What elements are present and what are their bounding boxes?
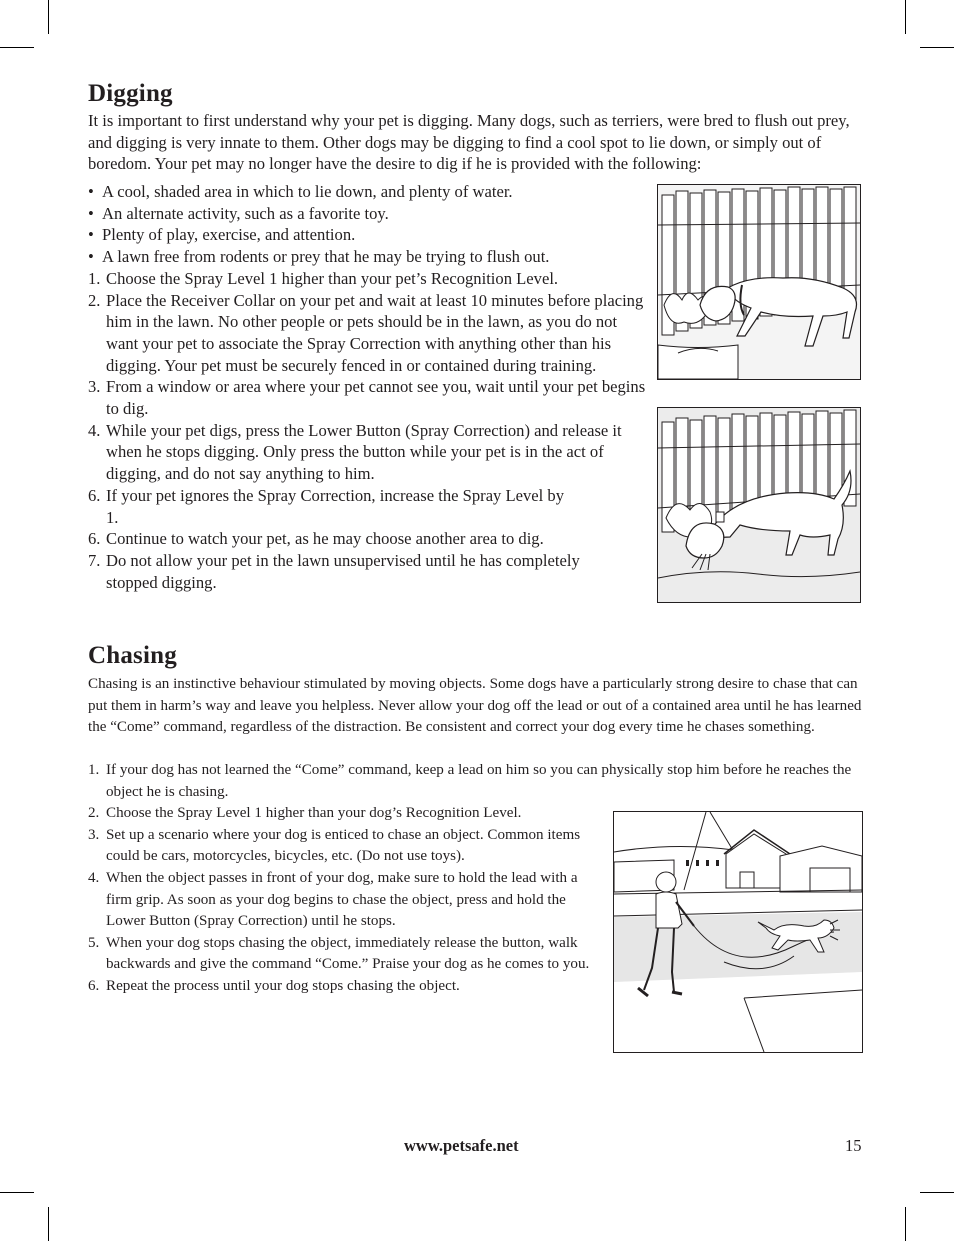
crop-mark bbox=[48, 1207, 49, 1241]
list-item: 7. Do not allow your pet in the lawn unsupervised until he has completely stopped digging. bbox=[88, 550, 580, 592]
chasing-illustration bbox=[613, 811, 863, 1053]
footer-url[interactable]: www.petsafe.net bbox=[404, 1136, 519, 1155]
list-item: • An alternate activity, such as a favorite toy. bbox=[88, 203, 389, 223]
chasing-title: Chasing bbox=[88, 642, 177, 669]
crop-mark bbox=[905, 1207, 906, 1241]
list-item: 3. Set up a scenario where your dog is enticed to chase an object. Common items could be cars, motorcycles, bicycles, etc. (Do not use toys). bbox=[88, 826, 581, 865]
crop-mark bbox=[905, 0, 906, 34]
list-item: • A cool, shaded area in which to lie down, and plenty of water. bbox=[88, 182, 513, 201]
digging-intro: It is important to first understand why your pet is digging. Many dogs, such as terriers, were bred to flush out prey, and digging is very innate to them. Other dogs may be digging to find a cool spot to lie down, or simply out of boredom. Your pet may no longer have the desire to dig if he is provided with the following: bbox=[88, 111, 850, 174]
crop-mark bbox=[920, 1192, 954, 1193]
list-item: 1. Choose the Spray Level 1 higher than your pet’s Recognition Level. bbox=[88, 268, 559, 288]
crop-mark bbox=[0, 1192, 34, 1193]
list-item: 1. If your dog has not learned the “Come” command, keep a lead on him so you can physically stop him before he reaches the object he is chasing. bbox=[88, 762, 852, 800]
digging-title: Digging bbox=[88, 80, 173, 107]
digging-list bbox=[88, 181, 648, 593]
list-item: • A lawn free from rodents or prey that he may be trying to flush out. bbox=[88, 247, 550, 267]
list-item: 6. If your pet ignores the Spray Correction, increase the Spray Level by 1. bbox=[88, 485, 565, 527]
list-item: 5. When your dog stops chasing the object, immediately release the button, walk backwards and give the command “Come.” Praise your dog as he comes to you. bbox=[88, 934, 590, 973]
chasing-list bbox=[88, 760, 852, 998]
dog-spray-correction-illustration bbox=[657, 407, 861, 603]
page-number: 15 bbox=[845, 1136, 862, 1155]
list-item: • Plenty of play, exercise, and attention. bbox=[88, 225, 356, 245]
dog-digging-illustration bbox=[657, 184, 861, 380]
list-item: 6. Repeat the process until your dog stops chasing the object. bbox=[88, 977, 460, 994]
list-item: 4. When the object passes in front of your dog, make sure to hold the lead with a firm grip. As soon as your dog begins to chase the object, press and hold the Lower Button (Spray Correction) until he stops. bbox=[88, 869, 578, 930]
list-item: 2. Choose the Spray Level 1 higher than your dog’s Recognition Level. bbox=[88, 805, 522, 822]
list-item: 6. Continue to watch your pet, as he may choose another area to dig. bbox=[88, 529, 544, 549]
crop-mark bbox=[920, 47, 954, 48]
list-item: 4. While your pet digs, press the Lower Button (Spray Correction) and release it when he stops digging. Only press the button while your pet is in the act of digging, and do not say anything to him. bbox=[88, 420, 622, 484]
list-item: 3. From a window or area where your pet cannot see you, wait until your pet begins to dig. bbox=[88, 377, 646, 419]
list-item: 2. Place the Receiver Collar on your pet and wait at least 10 minutes before placing him in the lawn. No other people or pets should be in the lawn, as you do not want your pet to associate the Spray Correction with anything other than his digging. Your pet must be securely fenced in or contained during training. bbox=[88, 290, 644, 375]
chasing-intro: Chasing is an instinctive behaviour stimulated by moving objects. Some dogs have a particularly strong desire to chase that can put them in harm’s way and leave you helpless. Never allow your dog off the lead or out of a contained area until he has learned the “Come” command, regardless of the distraction. Be consistent and correct your dog every time he chases something. bbox=[88, 676, 862, 736]
crop-mark bbox=[48, 0, 49, 34]
crop-mark bbox=[0, 47, 34, 48]
